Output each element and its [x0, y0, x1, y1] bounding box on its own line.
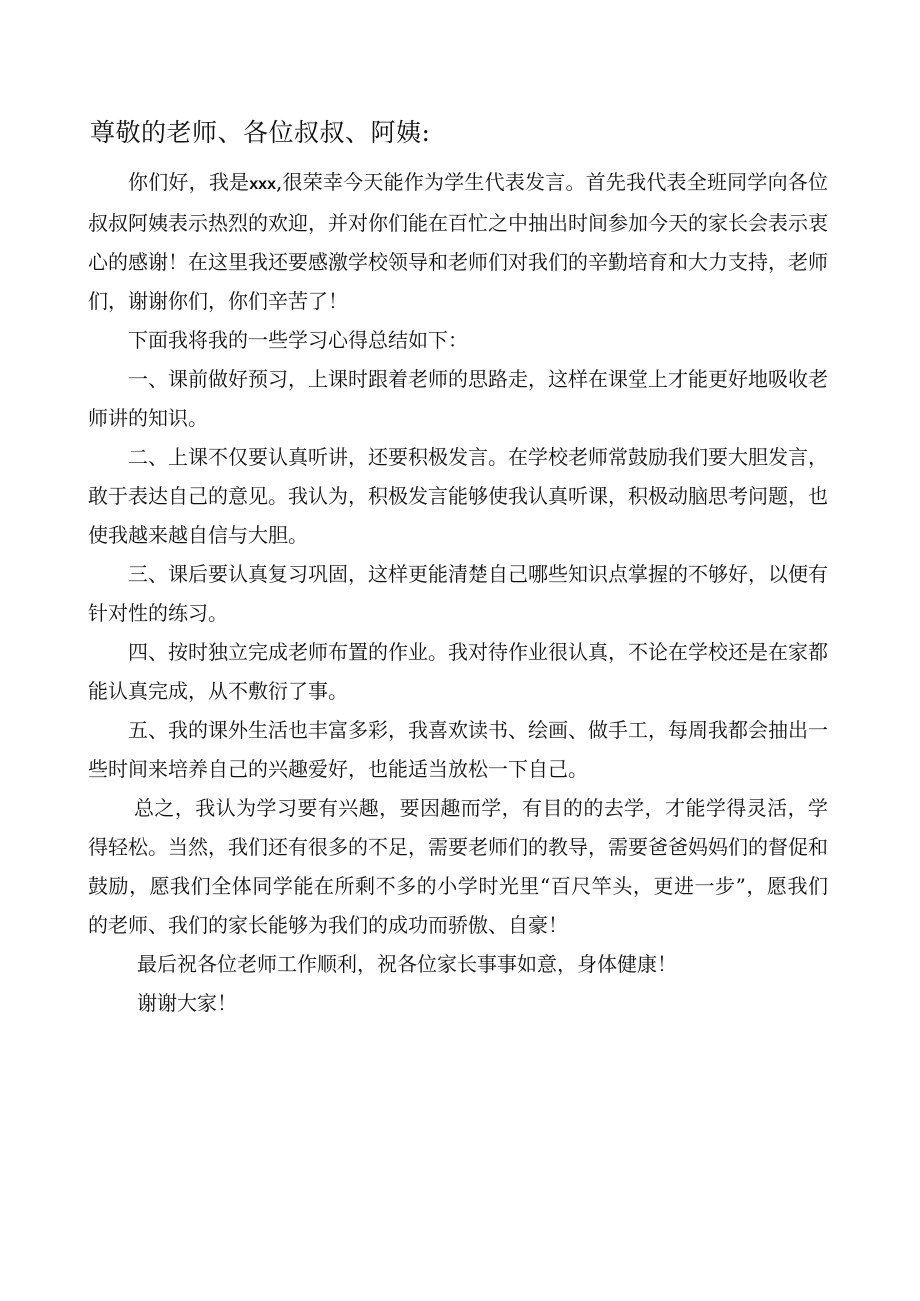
- point-1: 一、课前做好预习，上课时跟着老师的思路走，这样在课堂上才能更好地吸收老师讲的知识。: [88, 367, 828, 430]
- salutation: 尊敬的老师、各位叔叔、阿姨:: [90, 118, 431, 147]
- point-5: 五、我的课外生活也丰富多彩，我喜欢读书、绘画、做手工，每周我都会抽出一些时间来培养自己的兴趣爱好，也能适当放松一下自己。: [88, 718, 828, 781]
- speech-body: [88, 163, 828, 1023]
- point-3: 三、课后要认真复习巩固，这样更能清楚自己哪些知识点掌握的不够好，以便有针对性的练习。: [88, 562, 828, 625]
- lead-in-paragraph: 下面我将我的一些学习心得总结如下：: [128, 328, 468, 352]
- intro-paragraph: [88, 163, 828, 321]
- point-2: 二、上课不仅要认真听讲，还要积极发言。在学校老师常鼓励我们要大胆发言，敢于表达自己的意见。我认为，积极发言能够使我认真听课，积极动脑思考问题，也使我越来越自信与大胆。: [88, 445, 828, 547]
- point-4: 四、按时独立完成老师布置的作业。我对待作业很认真，不论在学校还是在家都能认真完成，从不敷衍了事。: [88, 640, 828, 703]
- intro-before-name: 你们好，我是: [128, 170, 250, 194]
- speaker-name: xxx: [249, 176, 276, 193]
- thanks-line: 谢谢大家！: [137, 991, 237, 1015]
- intro-after-name: ,很荣幸今天能作为学生代表发言。首先我代表全班同学向各位叔叔阿姨表示热烈的欢迎，并对你们能在百忙之中抽出时间参加今天的家长会表示衷心的感谢！在这里我还要感激学校领导和老师们对我们的辛勤培育和大力支持，老师们，谢谢你们，你们辛苦了！: [88, 170, 829, 313]
- summary-paragraph: 总之，我认为学习要有兴趣，要因趣而学，有目的的去学，才能学得灵活，学得轻松。当然，我们还有很多的不足，需要老师们的教导，需要爸爸妈妈们的督促和鼓励，愿我们全体同学能在所剩不多的小学时光里“百尺竿头，更进一步”，愿我们的老师、我们的家长能够为我们的成功而骄傲、自豪！: [88, 796, 828, 937]
- closing-block: [88, 945, 828, 1023]
- wishes-line: 最后祝各位老师工作顺利，祝各位家长事事如意，身体健康！: [137, 952, 677, 976]
